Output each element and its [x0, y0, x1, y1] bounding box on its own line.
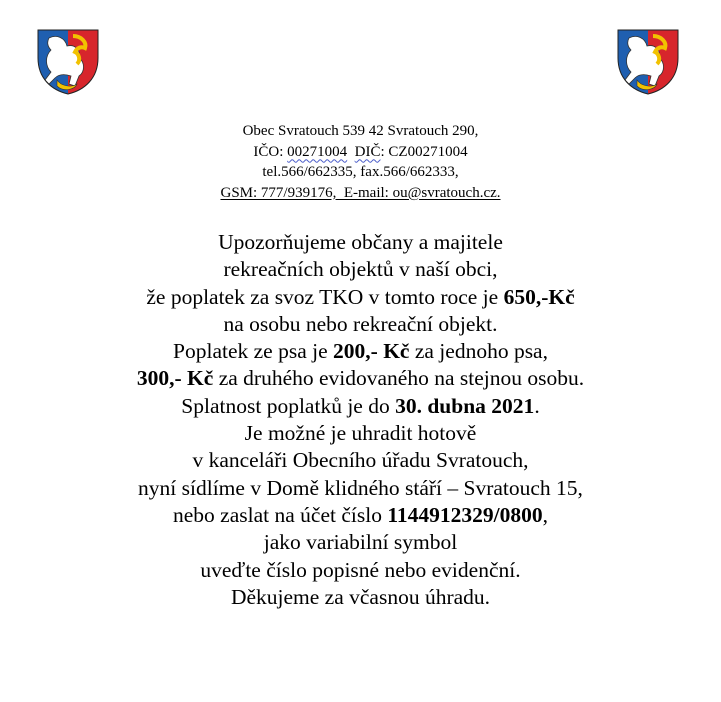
notice-line: jako variabilní symbol [263, 530, 458, 555]
notice-line: Je možné je uhradit hotově [244, 421, 477, 446]
letterhead-contact: GSM: 777/939176, E-mail: ou@svratouch.cz. [220, 184, 501, 201]
notice-line: Upozorňujeme občany a majitele [218, 230, 503, 254]
dic-value: : CZ00271004 [380, 143, 468, 160]
second-dog-fee-amount: 300,- Kč [136, 366, 214, 391]
account-text: nebo zaslat na účet číslo [173, 502, 388, 527]
fee-text: že poplatek za svoz TKO v tomto roce je [146, 284, 504, 309]
notice-line: rekreačních objektů v naší obci, [223, 257, 498, 282]
dic-label: DIČ [354, 143, 381, 160]
notice-line-fee [0, 284, 721, 311]
dog-fee-text: Poplatek ze psa je [173, 339, 334, 364]
notice-line-second-dog [0, 365, 721, 392]
notice-line-dog-fee [0, 338, 721, 365]
notice-line: nyní sídlíme v Domě klidného stáří – Svratouch 15, [138, 475, 583, 500]
dic-separator [347, 144, 355, 160]
ico-value: 00271004 [287, 143, 348, 160]
notice-line: na osobu nebo rekreační objekt. [223, 311, 498, 336]
second-dog-fee-text: za druhého evidovaného na stejnou osobu. [213, 366, 585, 391]
letterhead-phone: tel.566/662335, fax.566/662333, [262, 164, 459, 180]
letterhead-ids [0, 142, 721, 163]
letterhead [0, 121, 721, 203]
notice-body [0, 229, 721, 611]
due-date: 30. dubna 2021 [395, 393, 535, 418]
dog-fee-amount: 200,- Kč [333, 339, 410, 364]
notice-line-account [0, 502, 721, 529]
notice-line-thanks: Děkujeme za včasnou úhradu. [230, 584, 491, 609]
coat-of-arms-left-icon [35, 28, 101, 96]
coat-of-arms-right-icon [615, 28, 681, 96]
fee-amount: 650,-Kč [503, 284, 575, 309]
letterhead-address: Obec Svratouch 539 42 Svratouch 290, [242, 123, 479, 139]
due-date-text: Splatnost poplatků je do [181, 393, 396, 418]
account-suffix: , [542, 502, 548, 527]
notice-line: uveďte číslo popisné nebo evidenční. [200, 557, 521, 582]
account-number: 1144912329/0800 [387, 502, 543, 527]
notice-line-due-date [0, 393, 721, 420]
due-date-suffix: . [534, 393, 540, 418]
dog-fee-suffix: za jednoho psa, [409, 339, 548, 364]
notice-line: v kanceláři Obecního úřadu Svratouch, [192, 448, 529, 473]
ico-label: IČO: [253, 143, 288, 160]
